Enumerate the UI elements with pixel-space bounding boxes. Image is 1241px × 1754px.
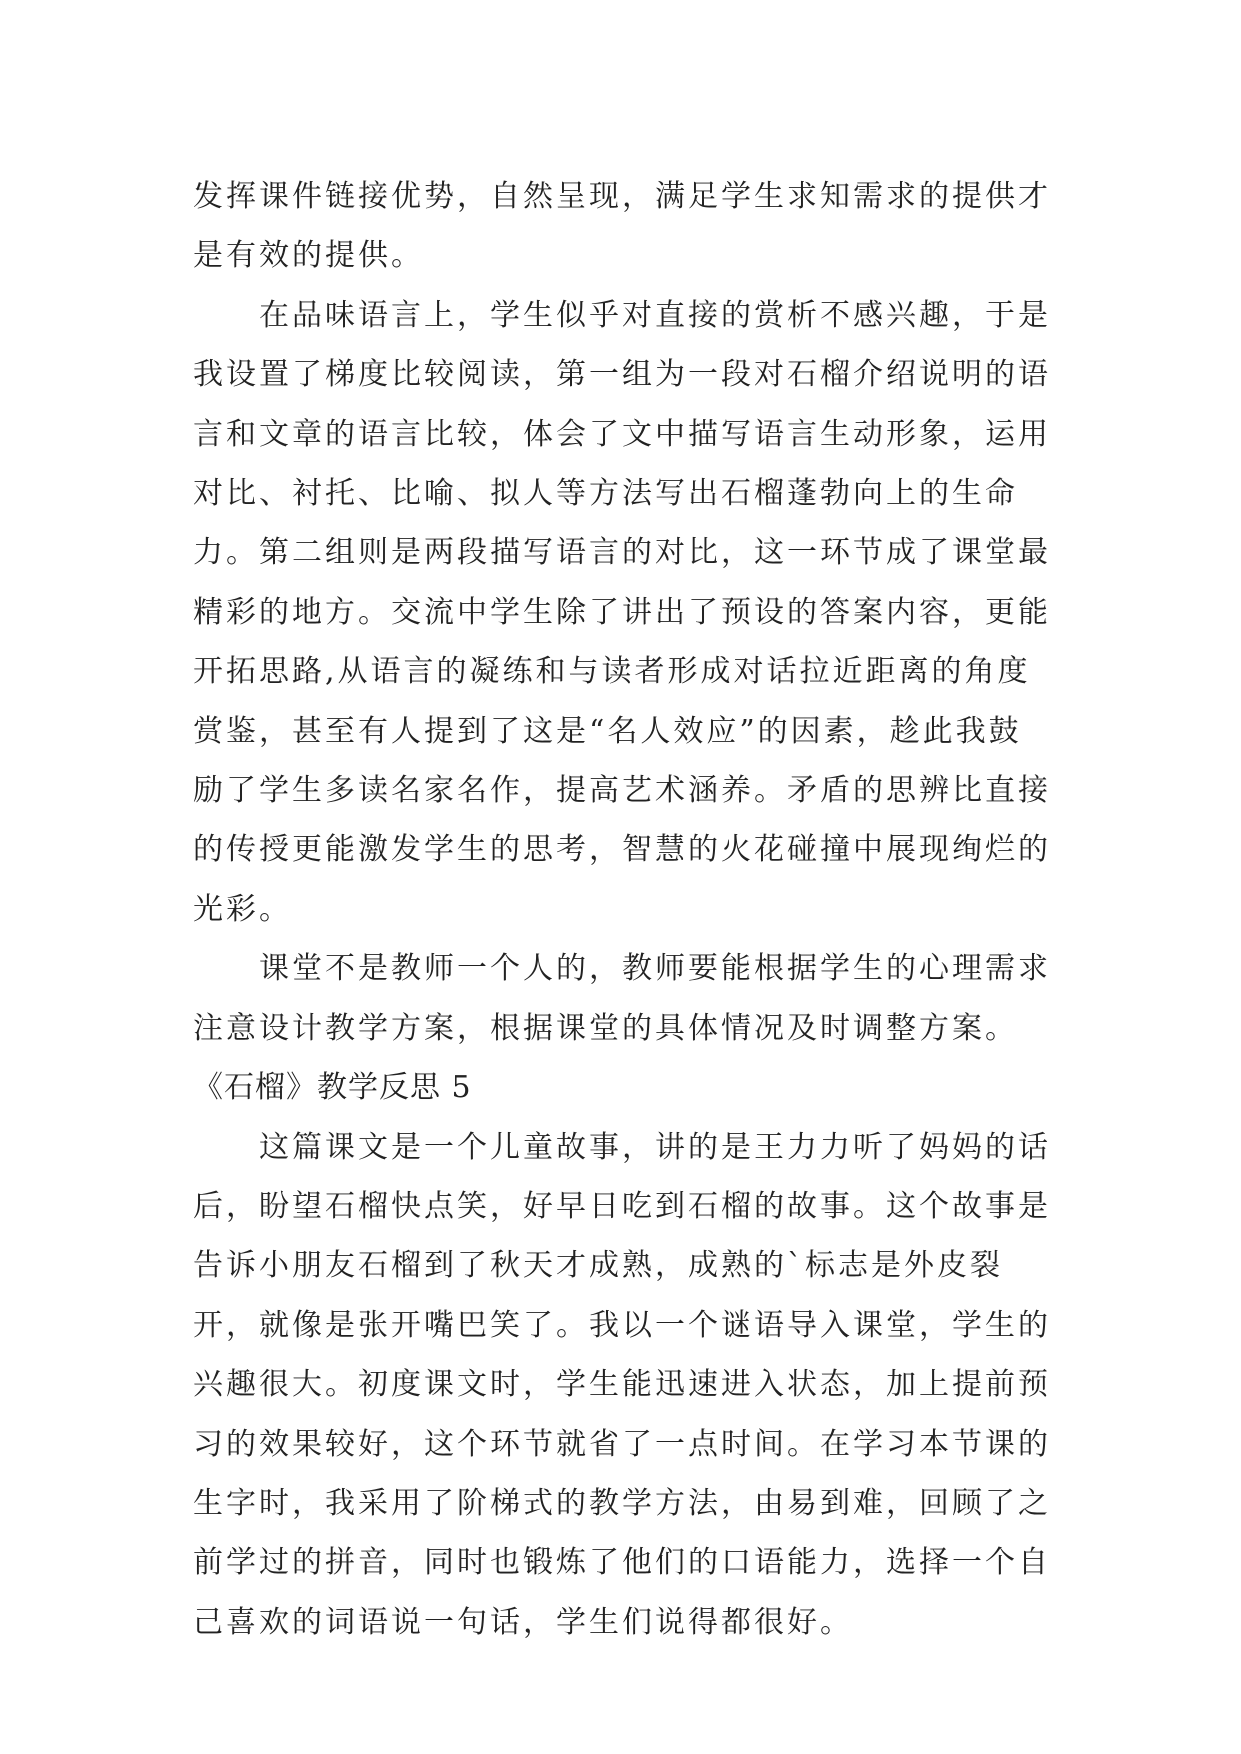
document-body bbox=[193, 167, 1053, 1652]
paragraph-classroom-reflection: 课堂不是教师一个人的，教师要能根据学生的心理需求注意设计教学方案，根据课堂的具体情况及时调整方案。 bbox=[193, 951, 1051, 1046]
paragraph-language-appreciation: 在品味语言上，学生似乎对直接的赏析不感兴趣，于是我设置了梯度比较阅读，第一组为一段对石榴介绍说明的语言和文章的语言比较，体会了文中描写语言生动形象，运用对比、衬托、比喻、拟人等方法写出石榴蓬勃向上的生命力。第二组则是两段描写语言的对比，这一环节成了课堂最精彩的地方。交流中学生除了讲出了预设的答案内容，更能开拓思路,从语言的凝练和与读者形成对话拉近距离的角度赏鉴，甚至有人提到了这是“名人效应”的因素，趁此我鼓励了学生多读名家名作，提高艺术涵养。矛盾的思辨比直接的传授更能激发学生的思考，智慧的火花碰撞中展现绚烂的光彩。 bbox=[193, 297, 1051, 927]
paragraph-continuation: 发挥课件链接优势，自然呈现，满足学生求知需求的提供才是有效的提供。 bbox=[193, 179, 1051, 274]
paragraph-lesson-story: 这篇课文是一个儿童故事，讲的是王力力听了妈妈的话后，盼望石榴快点笑，好早日吃到石榴的故事。这个故事是告诉小朋友石榴到了秋天才成熟，成熟的`标志是外皮裂开，就像是张开嘴巴笑了。我以一个谜语导入课堂，学生的兴趣很大。初度课文时，学生能迅速进入状态，加上提前预习的效果较好，这个环节就省了一点时间。在学习本节课的生字时，我采用了阶梯式的教学方法，由易到难，回顾了之前学过的拼音，同时也锻炼了他们的口语能力，选择一个自己喜欢的词语说一句话，学生们说得都很好。 bbox=[193, 1129, 1051, 1640]
section-heading: 《石榴》教学反思 5 bbox=[193, 1070, 472, 1106]
